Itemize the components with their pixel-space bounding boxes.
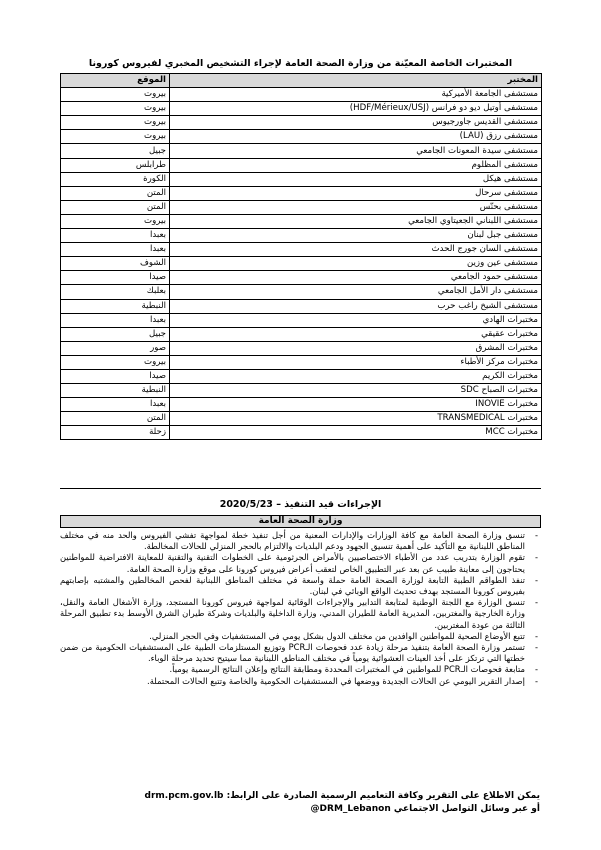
footer-text-2: أو عبر وسائل التواصل الاجتماعي bbox=[393, 804, 540, 814]
table-row bbox=[61, 200, 542, 214]
cell-lab: مستشفى سيدة المعونات الجامعي bbox=[170, 144, 542, 158]
bullet-dash: - bbox=[534, 574, 538, 585]
table-row bbox=[61, 271, 542, 285]
action-item bbox=[60, 676, 541, 687]
footer-social-handle[interactable]: @DRM_Lebanon bbox=[310, 804, 391, 814]
cell-lab: مستشفى عين وزين bbox=[170, 257, 542, 271]
bullet-dash: - bbox=[534, 552, 538, 563]
footer-link[interactable]: drm.pcm.gov.lb bbox=[144, 791, 224, 801]
cell-location: جبيل bbox=[61, 327, 170, 341]
action-text: تنسق الوزارة مع اللجنة الوطنية لمتابعة التدابير والإجراءات الوقائية لمواجهة فيروس كورونا المستجد، وزارة الأشغال العامة والنقل، وزارة الخارجية والمغتربين، المديرية العامة للطيران المدني، وزارة الداخلية والبلديات وشركة طيران الشرق الأوسط بدء تطبيق المرحلة الثالثة من عودة المغتربين. bbox=[60, 597, 525, 630]
cell-location: بعبدا bbox=[61, 229, 170, 243]
cell-location: بيروت bbox=[61, 116, 170, 130]
table-row bbox=[61, 341, 542, 355]
cell-location: المتن bbox=[61, 200, 170, 214]
table-row bbox=[61, 116, 542, 130]
cell-lab: مستشفى سرحال bbox=[170, 186, 542, 200]
header-lab: المختبر bbox=[170, 74, 542, 88]
bullet-dash: - bbox=[534, 642, 538, 653]
header-location: الموقع bbox=[61, 74, 170, 88]
table-row bbox=[61, 299, 542, 313]
table-header-row bbox=[61, 74, 542, 88]
table-row bbox=[61, 172, 542, 186]
actions-list bbox=[60, 530, 541, 687]
cell-location: جبيل bbox=[61, 144, 170, 158]
cell-lab: مختبرات MCC bbox=[170, 426, 542, 440]
action-item bbox=[60, 530, 541, 552]
cell-lab: مختبرات INOVIE bbox=[170, 398, 542, 412]
action-item bbox=[60, 642, 541, 664]
cell-lab: مستشفى هيكل bbox=[170, 172, 542, 186]
action-item bbox=[60, 597, 541, 631]
table-row bbox=[61, 426, 542, 440]
cell-location: زحلة bbox=[61, 426, 170, 440]
cell-lab: مستشفى السان جورج الحدث bbox=[170, 243, 542, 257]
bullet-dash: - bbox=[534, 597, 538, 608]
cell-lab: مستشفى الشيخ راغب حرب bbox=[170, 299, 542, 313]
labs-table-body bbox=[61, 88, 542, 440]
cell-lab: مستشفى حمود الجامعي bbox=[170, 271, 542, 285]
action-text: متابعة فحوصات الـPCR للمواطنين في المختبرات المحددة ومطابقة النتائج وإعلان النتائج الرسمية يومياً. bbox=[169, 664, 525, 675]
table-row bbox=[61, 327, 542, 341]
cell-lab: مختبرات الكريم bbox=[170, 369, 542, 383]
cell-location: بعبدا bbox=[61, 398, 170, 412]
cell-lab: مختبرات الصباح SDC bbox=[170, 384, 542, 398]
action-text: تقوم الوزارة بتدريب عدد من الأطباء الاختصاصيين بالأمراض الجرثومية على الخطوات التقنية والتقنية للمعاينة الافتراضية للمواطنين يحتاجون إلى معاينة طبيب عن بعد عبر التطبيق الخاص لتعقب أعراض فيروس كورونا على موقع وزارة الصحة العامة. bbox=[60, 552, 525, 574]
cell-lab: مستشفى الجامعة الأميركية bbox=[170, 88, 542, 102]
action-text: تستمر وزارة الصحة العامة بتنفيذ مرحلة زيادة عدد فحوصات الـPCR وتوزيع المستلزمات الطبية على المستشفيات الحكومية من ضمن خطتها التي ترتكز على أخذ العينات العشوائية يومياً في مختلف المناطق اللبنانية مما سيتيح تحديد مرحلة الوباء. bbox=[60, 642, 525, 664]
table-row bbox=[61, 88, 542, 102]
cell-location: بيروت bbox=[61, 130, 170, 144]
bullet-dash: - bbox=[534, 630, 538, 641]
table-row bbox=[61, 243, 542, 257]
footer-text-1: يمكن الاطلاع على التقرير وكافة التعاميم الرسمية الصادرة على الرابط: bbox=[226, 791, 540, 801]
cell-location: صور bbox=[61, 341, 170, 355]
action-text: تنفذ الطواقم الطبية التابعة لوزارة الصحة العامة حملة واسعة في مختلف المناطق اللبنانية لفحص المخالطين والمشتبه بإصابتهم بفيروس كورونا المستجد بهدف تحديث الواقع الوبائي في لبنان. bbox=[60, 574, 525, 597]
cell-location: المتن bbox=[61, 412, 170, 426]
table-row bbox=[61, 130, 542, 144]
bullet-dash: - bbox=[534, 664, 538, 675]
cell-lab: مستشفى بحنّس bbox=[170, 200, 542, 214]
table-row bbox=[61, 398, 542, 412]
table-row bbox=[61, 285, 542, 299]
cell-location: الشوف bbox=[61, 257, 170, 271]
table-row bbox=[61, 229, 542, 243]
table-row bbox=[61, 369, 542, 383]
cell-location: صيدا bbox=[61, 369, 170, 383]
cell-lab: مستشفى أوتيل ديو دو فرانس (HDF/Mérieux/USJ) bbox=[170, 102, 542, 116]
table-row bbox=[61, 158, 542, 172]
table-row bbox=[61, 412, 542, 426]
cell-location: بعبدا bbox=[61, 313, 170, 327]
cell-location: الكورة bbox=[61, 172, 170, 186]
cell-location: بعلبك bbox=[61, 285, 170, 299]
cell-location: بيروت bbox=[61, 355, 170, 369]
action-item bbox=[60, 631, 541, 642]
footer-line-2 bbox=[160, 803, 540, 816]
cell-lab: مختبرات TRANSMEDICAL bbox=[170, 412, 542, 426]
cell-location: المتن bbox=[61, 186, 170, 200]
action-text: تتبع الأوضاع الصحية للمواطنين الوافدين من مختلف الدول بشكل يومي في المستشفيات وفي الحجر المنزلي. bbox=[149, 630, 525, 641]
bullet-dash: - bbox=[534, 675, 538, 686]
footer-line-1 bbox=[144, 790, 540, 803]
table-row bbox=[61, 214, 542, 228]
cell-location: النبطية bbox=[61, 384, 170, 398]
cell-lab: مختبرات المشرق bbox=[170, 341, 542, 355]
cell-location: بعبدا bbox=[61, 243, 170, 257]
cell-lab: مختبرات الهادي bbox=[170, 313, 542, 327]
cell-location: بيروت bbox=[61, 214, 170, 228]
table-row bbox=[61, 144, 542, 158]
table-row bbox=[61, 355, 542, 369]
cell-location: صيدا bbox=[61, 271, 170, 285]
table-row bbox=[61, 102, 542, 116]
cell-lab: مستشفى دار الأمل الجامعي bbox=[170, 285, 542, 299]
footer bbox=[144, 790, 540, 816]
cell-location: بيروت bbox=[61, 102, 170, 116]
action-item bbox=[60, 664, 541, 675]
cell-lab: مستشفى اللبناني الجعيتاوي الجامعي bbox=[170, 214, 542, 228]
action-item bbox=[60, 575, 541, 597]
cell-lab: مستشفى جبل لبنان bbox=[170, 229, 542, 243]
table-row bbox=[61, 313, 542, 327]
cell-location: النبطية bbox=[61, 299, 170, 313]
cell-lab: مستشفى المظلوم bbox=[170, 158, 542, 172]
action-text: إصدار التقرير اليومي عن الحالات الجديدة ووضعها في المستشفيات الحكومية والخاصة وتتبع الحالات المحتملة. bbox=[147, 675, 525, 686]
cell-lab: مستشفى رزق (LAU) bbox=[170, 130, 542, 144]
table-row bbox=[61, 257, 542, 271]
ministry-heading: وزارة الصحة العامة bbox=[60, 515, 541, 528]
cell-lab: مستشفى القديس جاورجيوس bbox=[170, 116, 542, 130]
bullet-dash: - bbox=[534, 530, 538, 540]
action-text: تنسق وزارة الصحة العامة مع كافة الوزارات والإدارات المعنية من أجل تنفيذ خطة لمواجهة تفشي الفيروس والحد منه في مختلف المناطق اللبنانية مع التأكيد على أهمية تنسيق الجهود ودعم البلديات والالتزام بالحجر المنزلي للحالات المخالطة. bbox=[60, 530, 525, 552]
page-title: المختبرات الخاصة المعيّنة من وزارة الصحة العامة لإجراء التشخيص المخبري لفيروس كورونا bbox=[88, 58, 513, 69]
cell-lab: مختبرات عقيقي bbox=[170, 327, 542, 341]
section-title: الإجراءات قيد التنفيذ – 2020/5/23 bbox=[219, 499, 382, 510]
action-item bbox=[60, 552, 541, 574]
cell-location: طرابلس bbox=[61, 158, 170, 172]
table-row bbox=[61, 186, 542, 200]
labs-table bbox=[60, 73, 542, 440]
section-divider bbox=[60, 488, 541, 489]
table-row bbox=[61, 384, 542, 398]
cell-location: بيروت bbox=[61, 88, 170, 102]
cell-lab: مختبرات مركز الأطباء bbox=[170, 355, 542, 369]
